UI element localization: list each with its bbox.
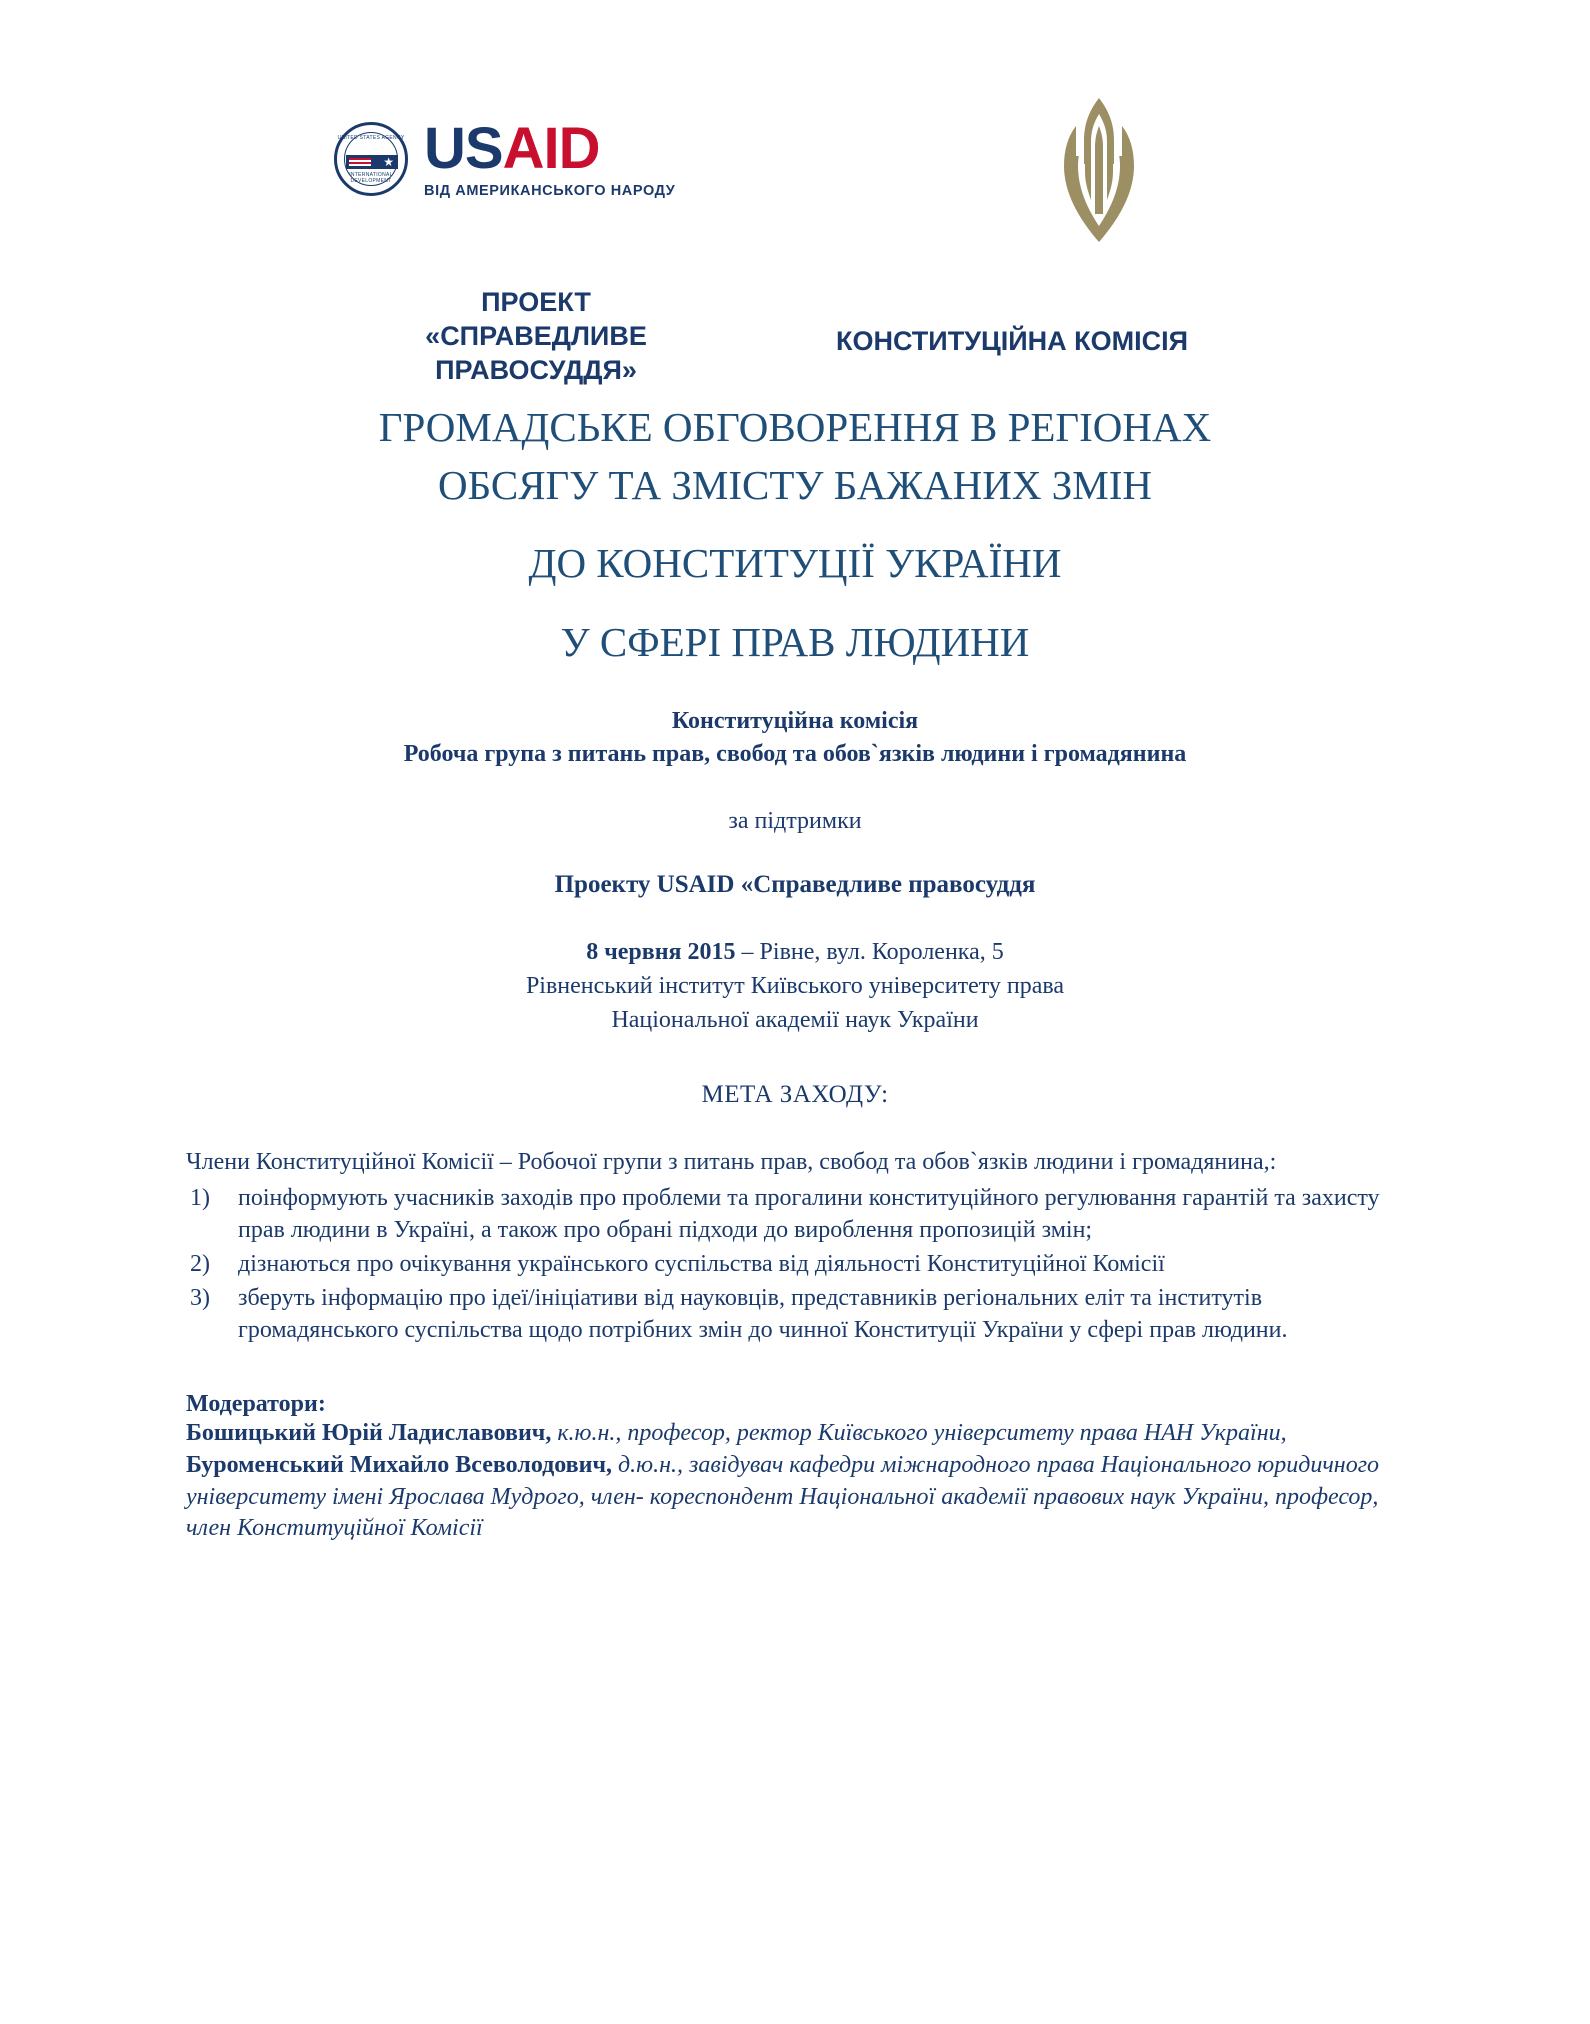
usaid-wordmark-us: US [424,116,503,181]
venue-date: 8 червня 2015 [586,939,736,966]
commission-line2: Робоча група з питань прав, свобод та обов`язків людини і громадянина [403,741,1187,768]
page-title-line4: У СФЕРІ ПРАВ ЛЮДИНИ [560,618,1030,665]
project-name-line2: «СПРАВЕДЛИВЕ ПРАВОСУДДЯ» [425,320,647,385]
commission-block [186,705,1404,772]
moderator-details: д.ю.н., завідувач кафедри міжнародного права Національного юридичного університету імені Ярослава Мудрого, член- кореспондент Національної академії правових наук України, професор, член Конституційної Комісії [186,1451,1380,1542]
moderator-entry [186,1418,1404,1450]
usaid-wordmark-aid: AID [502,116,600,181]
venue-line2: Рівненський інститут Київського університету права [525,973,1065,1000]
page-title-line1: ГРОМАДСЬКЕ ОБГОВОРЕННЯ В РЕГІОНАХ [378,404,1212,450]
list-item: поінформують учасників заходів про проблеми та прогалини конституційного регулювання гарантій та захисту прав людини в Україні, а також про обрані підходи до вироблення пропозицій змін; [238,1185,1380,1244]
usaid-tagline: ВІД АМЕРИКАНСЬКОГО НАРОДУ [424,183,676,199]
moderator-name: Бошицький Юрій Ладиславович, [186,1419,552,1446]
list-item: зберуть інформацію про ідеї/ініціативи від науковців, представників регіональних еліт та інститутів громадянського суспільства щодо потрібних змін до чинної Конституції України у сфері прав людини. [238,1284,1288,1343]
page-title-line3: ДО КОНСТИТУЦІЇ УКРАЇНИ [528,540,1062,587]
project-name [326,286,746,387]
page-title-line2: ОБСЯГУ ТА ЗМІСТУ БАЖАНИХ ЗМІН [437,462,1153,509]
moderators-label: Модератори: [186,1390,326,1417]
goal-list [186,1183,1404,1347]
venue-block [186,935,1404,1037]
usaid-seal-icon: UNITED STATES AGENCY ★ INTERNATIONAL DEVELOPMENT [334,122,408,196]
organisation-row [186,256,1404,385]
venue-line3: Національної академії наук України [611,1007,979,1034]
usaid-logo [334,116,676,199]
commission-line1: Конституційна комісія [671,707,919,734]
venue-address: – Рівне, вул. Короленка, 5 [735,939,1004,966]
usaid-seal-top-text: UNITED STATES AGENCY [337,135,405,142]
constitutional-commission-label: КОНСТИТУЦІЙНА КОМІСІЯ [836,326,1189,356]
header-logos [186,96,1404,256]
project-name-line1: ПРОЕКТ [481,287,591,317]
list-item: дізнаються про очікування українського суспільства від діяльності Конституційної Комісії [238,1251,1165,1278]
tryzub-icon [1044,96,1154,244]
usaid-wordmark [424,116,676,199]
moderator-name: Буроменський Михайло Всеволодович, [186,1451,612,1478]
goal-heading: МЕТА ЗАХОДУ: [701,1081,889,1109]
page-title [186,398,1404,671]
support-name: Проекту USAID «Справедливе правосуддя [554,871,1036,899]
moderator-details: к.ю.н., професор, ректор Київського університету права НАН України, [551,1419,1287,1446]
venue-date-line [186,935,1404,969]
moderator-entry [186,1450,1404,1546]
usaid-seal-bottom-text: INTERNATIONAL DEVELOPMENT [349,172,393,185]
support-label: за підтримки [728,808,862,835]
goal-intro: Члени Конституційної Комісії – Робочої групи з питань прав, свобод та обов`язків людини і громадянина,: [186,1149,1277,1176]
